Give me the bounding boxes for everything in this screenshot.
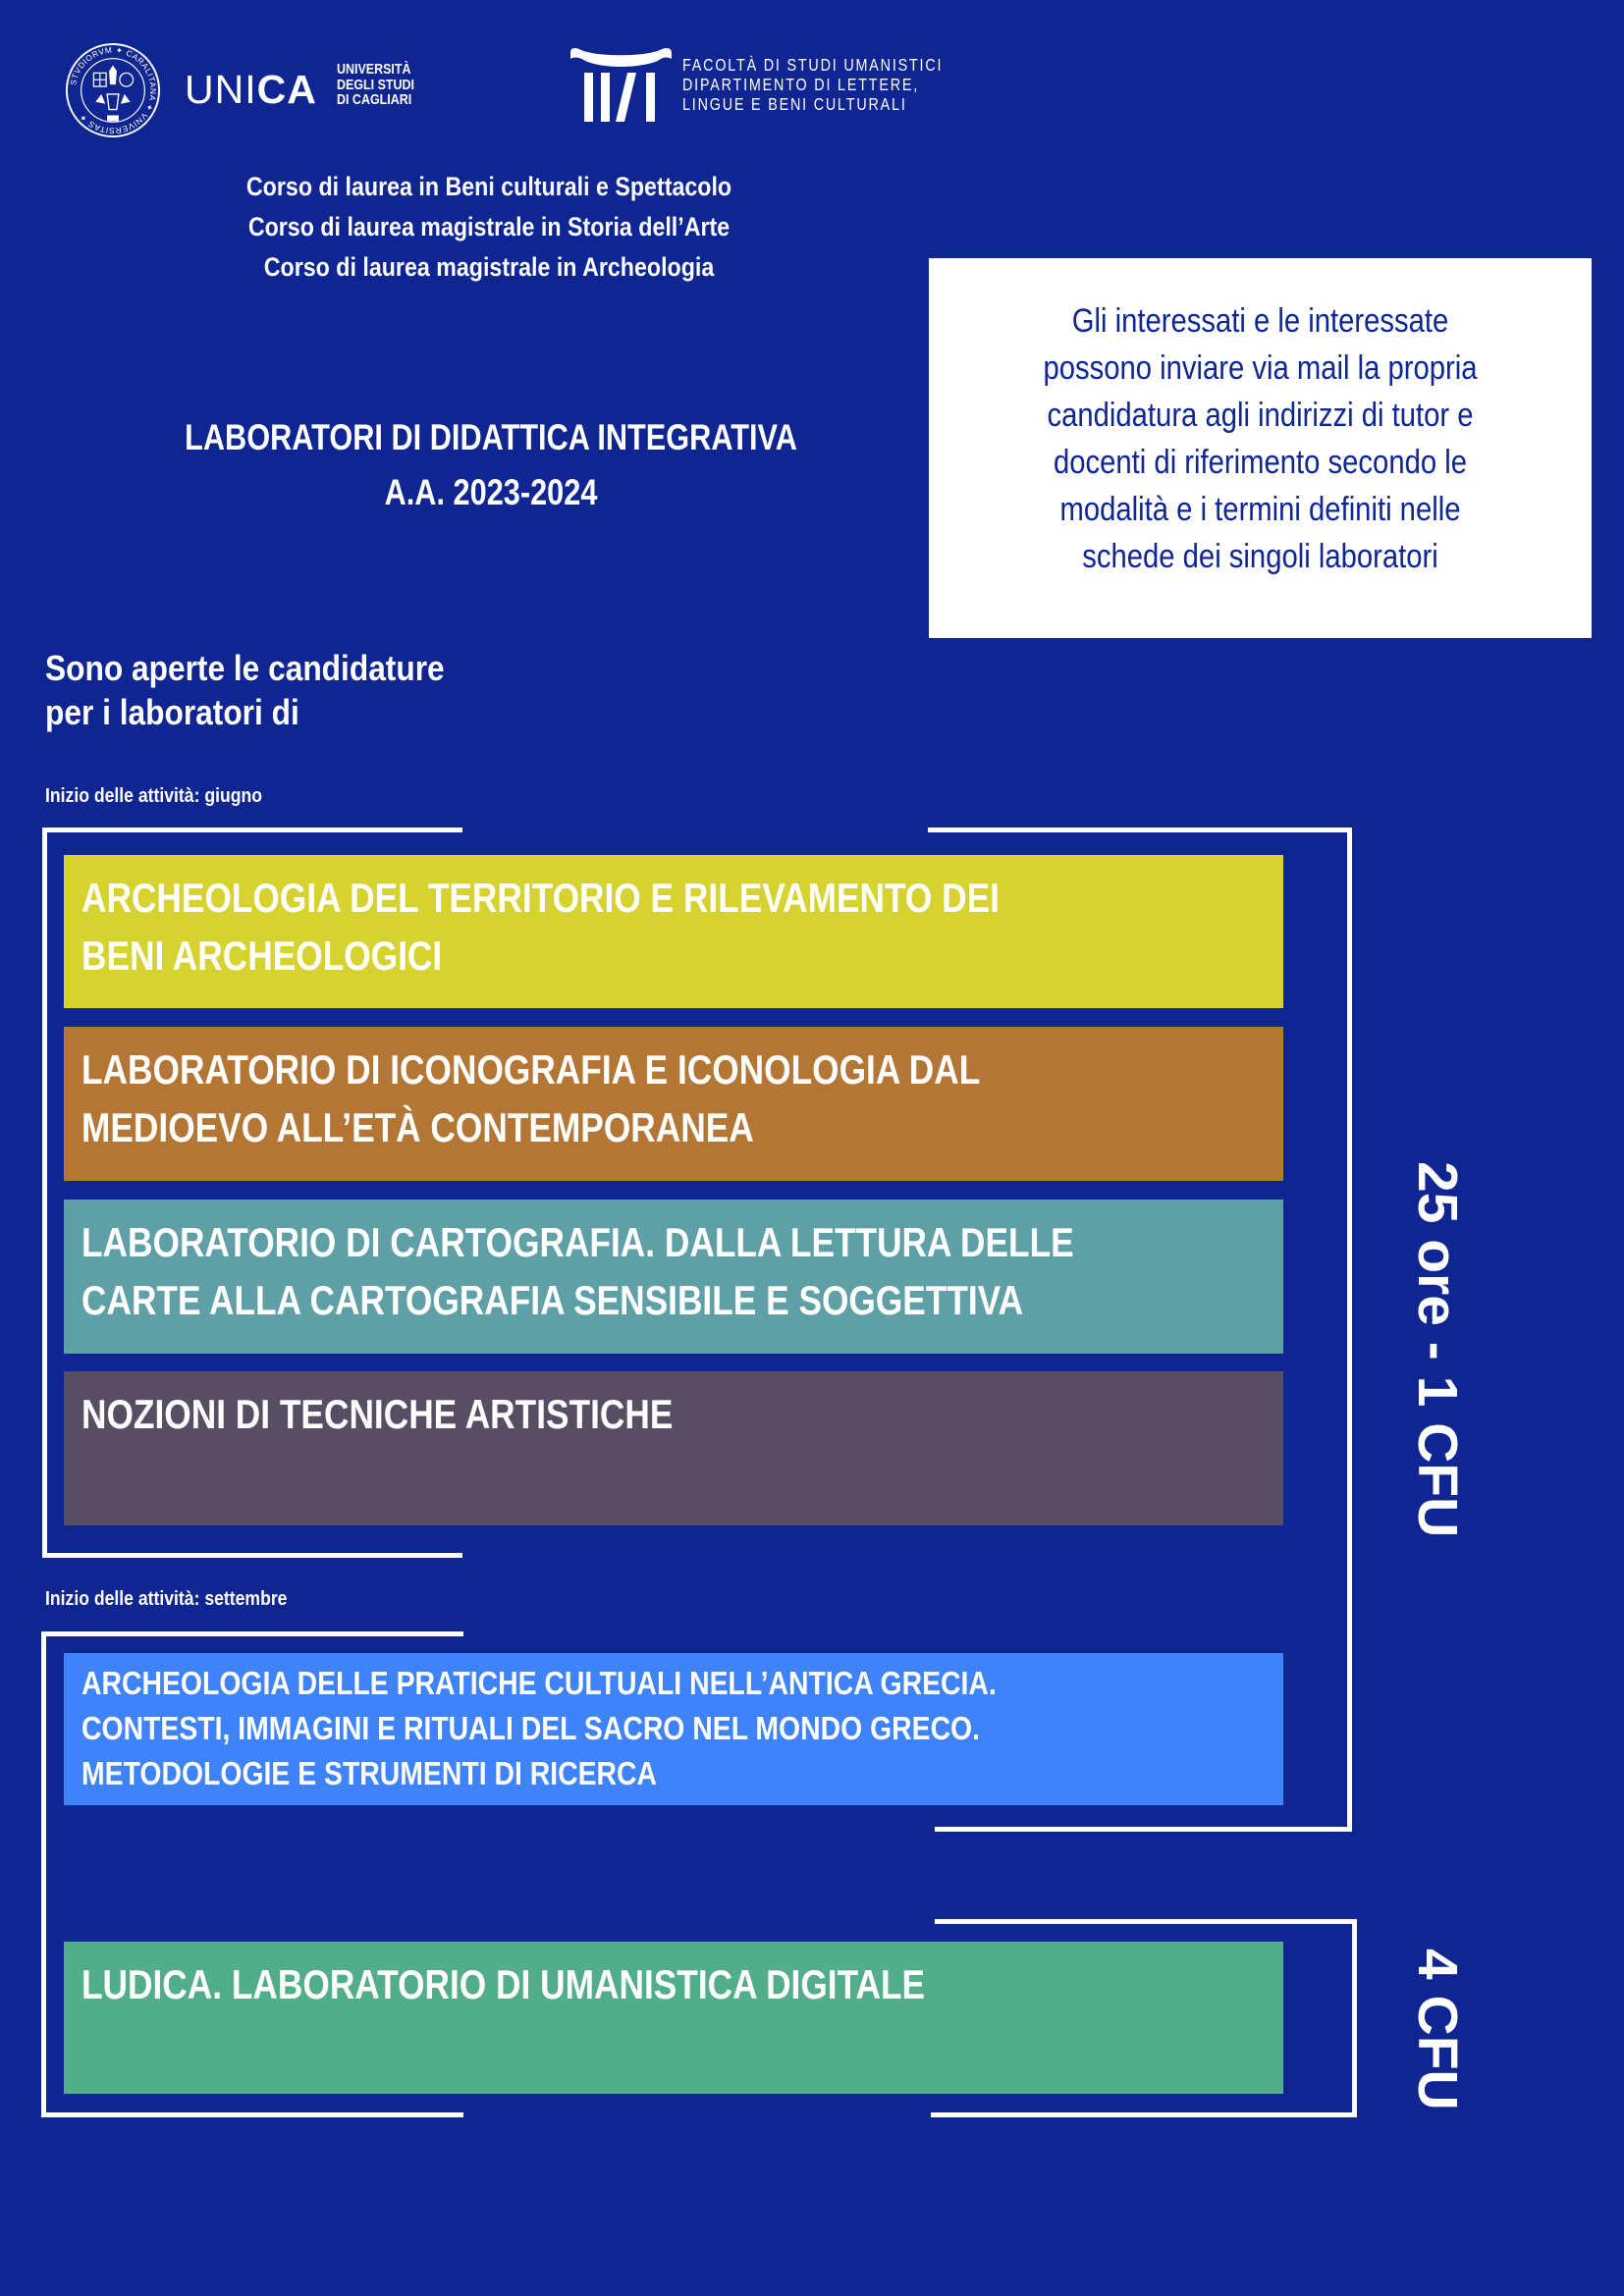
faculty-name [682,55,943,114]
brand-part-uni: UNI [185,67,257,112]
lab-card[interactable] [64,1027,1283,1181]
lab-title-line: NOZIONI DI TECNICHE ARTISTICHE [81,1391,674,1437]
faculty-line: DIPARTIMENTO DI LETTERE, [682,75,920,94]
lab-card[interactable] [64,1653,1283,1805]
bracket-credits-top [928,828,1352,832]
bracket-june-left-side [42,828,47,1558]
info-line: possono inviare via mail la propria [1043,349,1478,387]
bracket-june-left-bottom [42,1553,462,1558]
lab-title-line: METODOLOGIE E STRUMENTI DI RICERCA [81,1755,658,1791]
lab-card[interactable] [64,1371,1283,1525]
lab-title [81,869,1154,985]
bracket-credits-side [1347,828,1352,1832]
faculty-line: FACOLTÀ DI STUDI UMANISTICI [682,55,944,75]
course-item: Corso di laurea magistrale in Archeologia [263,252,715,282]
brand-part-ca: CA [256,67,317,112]
lab-title [81,1041,1154,1156]
bracket-ludica-bottom [931,2112,1357,2117]
bracket-september-left-top [41,1631,463,1636]
bracket-september-left-bottom [41,2112,463,2117]
university-name [337,63,414,109]
lab-title [81,1385,1154,1443]
credits-label-ludica: 4 CFU [1406,1949,1469,2110]
start-label-september: Inizio delle attività: settembre [45,1588,288,1610]
intro-line: Sono aperte le candidature [45,648,445,688]
bracket-june-left-top [42,828,462,832]
course-item: Corso di laurea magistrale in Storia dell’Arte [247,212,731,241]
start-label-june: Inizio delle attività: giugno [45,785,262,807]
university-name-line: DEGLI STUDI [337,77,414,93]
bracket-ludica-top [935,1919,1357,1924]
info-line: Gli interessati e le interessate [1071,302,1449,340]
academic-year: A.A. 2023-2024 [384,472,598,512]
university-name-line: DI CAGLIARI [337,92,412,108]
lab-title-line: ARCHEOLOGIA DEL TERRITORIO E RILEVAMENTO DEI [81,875,1000,921]
info-line: candidatura agli indirizzi di tutor e [1047,397,1474,434]
credits-label-standard: 25 ore - 1 CFU [1406,1161,1469,1538]
lab-title-line: LUDICA. LABORATORIO DI UMANISTICA DIGITALE [81,1961,926,2007]
page-title [59,410,923,520]
column-logo-icon [568,45,676,124]
university-name-line: UNIVERSITÀ [337,62,411,78]
lab-title-line: BENI ARCHEOLOGICI [81,933,443,979]
application-info-box [929,258,1592,638]
intro-line: per i laboratori di [45,692,299,732]
lab-title-line: MEDIOEVO ALL’ETÀ CONTEMPORANEA [81,1104,754,1150]
lab-card[interactable] [64,1200,1283,1354]
course-list [96,167,882,288]
university-brand [185,65,317,114]
intro-text [45,646,445,734]
bracket-credits-bottom [935,1827,1352,1832]
lab-title [81,1661,1179,1796]
faculty-line: LINGUE E BENI CULTURALI [682,94,907,114]
info-line: docenti di riferimento secondo le [1054,444,1467,481]
svg-text:STVDIORVM ✦ CARALITANA ✦ VNIVE: STVDIORVM ✦ CARALITANA ✦ VNIVERSITAS ✦ [68,44,159,136]
info-line: schede dei singoli laboratori [1082,538,1438,575]
lab-card[interactable] [64,1942,1283,2094]
lab-title [81,1955,1154,2013]
lab-title-line: LABORATORIO DI ICONOGRAFIA E ICONOLOGIA DAL [81,1046,981,1093]
lab-card[interactable] [64,855,1283,1008]
info-line: modalità e i termini definiti nelle [1059,491,1461,528]
lab-title-line: CONTESTI, IMMAGINI E RITUALI DEL SACRO NEL MONDO GRECO. [81,1710,981,1746]
title-line: LABORATORI DI DIDATTICA INTEGRATIVA [185,417,797,457]
bracket-september-left-side [41,1631,46,2117]
lab-title-line: CARTE ALLA CARTOGRAFIA SENSIBILE E SOGGETTIVA [81,1277,1024,1323]
university-seal-icon [65,42,161,138]
bracket-ludica-side [1352,1919,1357,2117]
lab-title-line: ARCHEOLOGIA DELLE PRATICHE CULTUALI NELL’ANTICA GRECIA. [81,1665,997,1701]
course-item: Corso di laurea in Beni culturali e Spettacolo [245,172,732,201]
lab-title [81,1213,1154,1329]
lab-title-line: LABORATORIO DI CARTOGRAFIA. DALLA LETTURA DELLE [81,1219,1074,1265]
